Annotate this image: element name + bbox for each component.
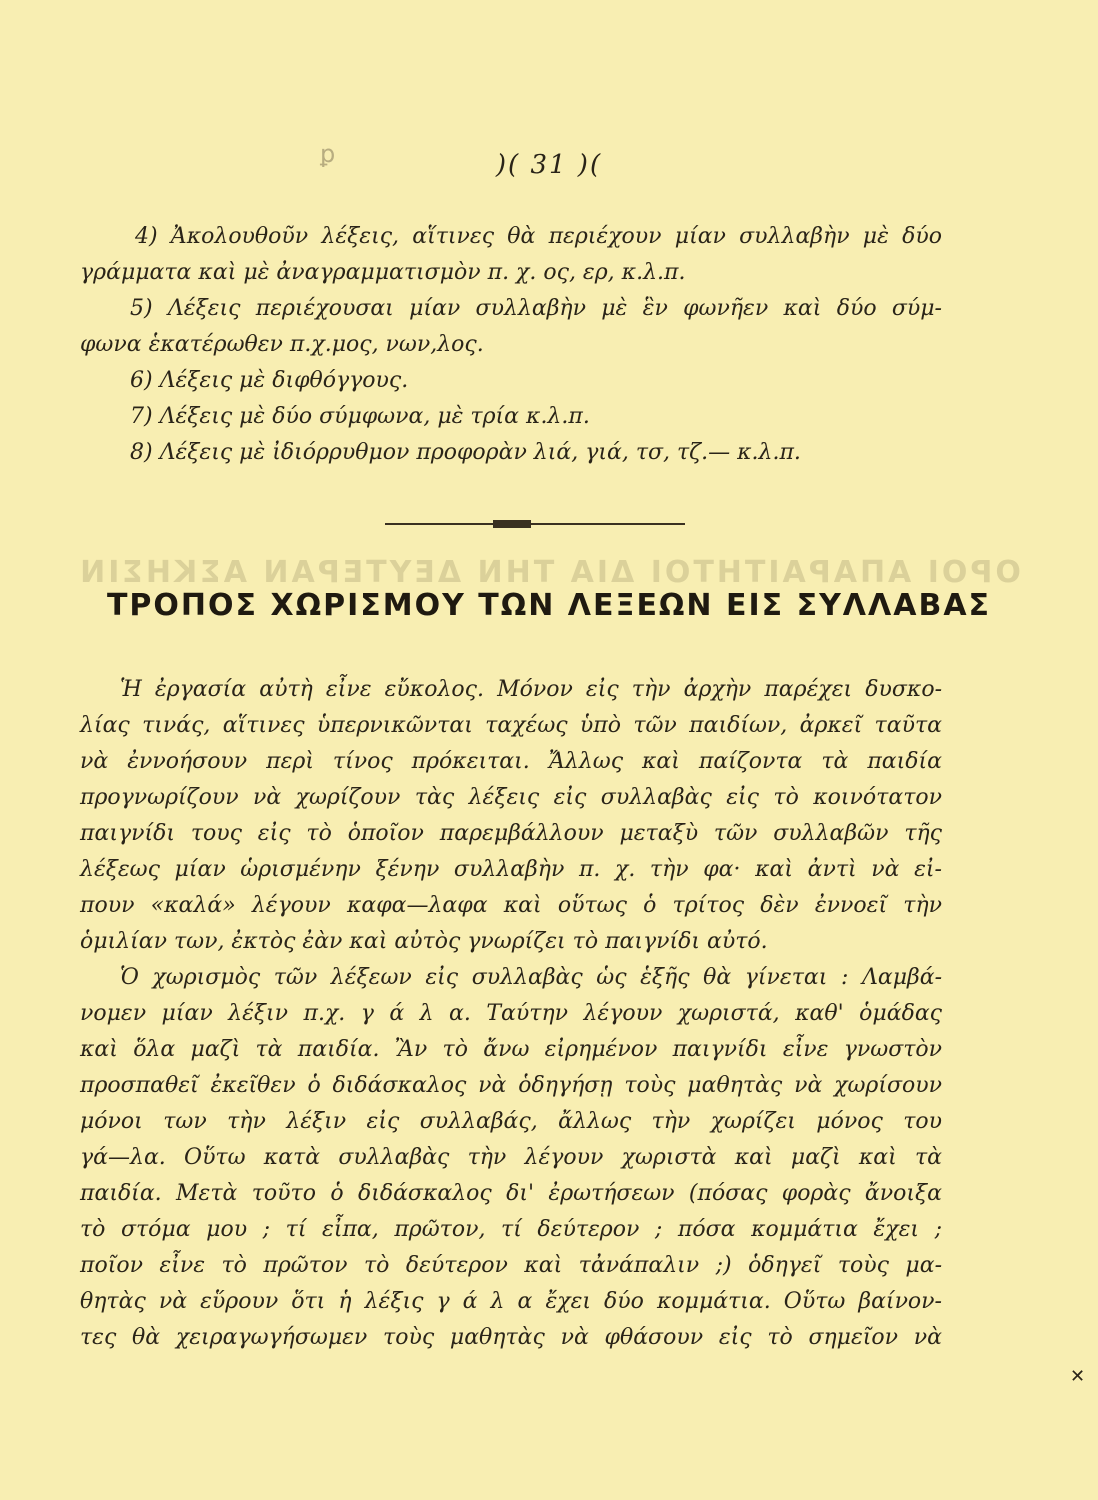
paragraph2-line: καὶ ὅλα μαζὶ τὰ παιδία. Ἂν τὸ ἄνω εἰρημένον παιγνίδι εἶνε γνωστὸν <box>80 1037 942 1062</box>
paragraph1-line: λέξεως μίαν ὡρισμένην ξένην συλλαβὴν π. χ. τὴν φα· καὶ ἀντὶ νὰ εἰ- <box>80 857 942 882</box>
paragraph1-line: λίας τινάς, αἵτινες ὑπερνικῶνται ταχέως ὑπὸ τῶν παιδίων, ἀρκεῖ ταῦτα <box>80 713 942 738</box>
section-divider <box>385 523 685 525</box>
paragraph2-line: προσπαθεῖ ἐκεῖθεν ὁ διδάσκαλος νὰ ὁδηγήσῃ τοὺς μαθητὰς νὰ χωρίσουν <box>80 1073 942 1098</box>
page-number: )( 31 )( <box>495 150 603 180</box>
list-item-5-line1: 5) Λέξεις περιέχουσαι μίαν συλλαβὴν μὲ ἓν φωνῆεν καὶ δύο σύμ- <box>130 296 942 321</box>
list-item-8: 8) Λέξεις μὲ ἰδιόρρυθμον προφορὰν λιά, γιά, τσ, τζ.— κ.λ.π. <box>130 440 801 465</box>
section-title: ΤΡΟΠΟΣ ΧΩΡΙΣΜΟΥ ΤΩΝ ΛΕΞΕΩΝ ΕΙΣ ΣΥΛΛΑΒΑΣ <box>106 588 992 623</box>
list-item-5-line2: φωνα ἑκατέρωθεν π.χ.μος, νων,λος. <box>80 332 484 357</box>
paragraph2-line: παιδία. Μετὰ τοῦτο ὁ διδάσκαλος δι' ἐρωτήσεων (πόσας φορὰς ἄνοιξα <box>80 1181 942 1206</box>
paragraph2-line: τὸ στόμα μου ; τί εἶπα, πρῶτον, τί δεύτερον ; πόσα κομμάτια ἔχει ; <box>80 1217 942 1242</box>
paragraph2-line: μόνοι των τὴν λέξιν εἰς συλλαβάς, ἄλλως τὴν χωρίζει μόνος του <box>80 1109 942 1134</box>
paragraph2-line: γά—λα. Οὕτω κατὰ συλλαβὰς τὴν λέγουν χωριστὰ καὶ μαζὶ καὶ τὰ <box>80 1145 942 1170</box>
paragraph2-line: θητὰς νὰ εὕρουν ὅτι ἡ λέξις γ ά λ α ἔχει δύο κομμάτια. Οὕτω βαίνον- <box>80 1289 942 1314</box>
paragraph1-line: ὁμιλίαν των, ἐκτὸς ἐὰν καὶ αὐτὸς γνωρίζει τὸ παιγνίδι αὐτό. <box>80 929 768 954</box>
section-divider-ornament <box>493 520 531 528</box>
stamp-mark: ꝑ <box>320 140 336 168</box>
list-item-7: 7) Λέξεις μὲ δύο σύμφωνα, μὲ τρία κ.λ.π. <box>130 404 590 429</box>
list-item-4-line2: γράμματα καὶ μὲ ἀναγραμματισμὸν π. χ. ος, ερ, κ.λ.π. <box>80 260 686 285</box>
paragraph1-line: παιγνίδι τους εἰς τὸ ὁποῖον παρεμβάλλουν μεταξὺ τῶν συλλαβῶν τῆς <box>80 821 942 846</box>
list-item-4-line1: 4) Ἀκολουθοῦν λέξεις, αἵτινες θὰ περιέχουν μίαν συλλαβὴν μὲ δύο <box>135 224 942 249</box>
paragraph1-line: προγνωρίζουν νὰ χωρίζουν τὰς λέξεις εἰς συλλαβὰς εἰς τὸ κοινότατον <box>80 785 942 810</box>
paragraph1-line: νὰ ἐννοήσουν περὶ τίνος πρόκειται. Ἄλλως καὶ παίζοντα τὰ παιδία <box>80 749 942 774</box>
paragraph1-line: Ἡ ἐργασία αὐτὴ εἶνε εὔκολος. Μόνον εἰς τὴν ἀρχὴν παρέχει δυσκο- <box>120 677 942 702</box>
list-item-6: 6) Λέξεις μὲ διφθόγγους. <box>130 368 409 393</box>
paragraph1-line: πουν «καλά» λέγουν καφα—λαφα καὶ οὕτως ὁ τρίτος δὲν ἐννοεῖ τὴν <box>80 893 942 918</box>
bleed-through-title: ΟΡΟΙ ΑΠΑΡΑΙΤΗΤΟΙ ΔΙΑ ΤΗΝ ΔΕΥΤΕΡΑΝ ΑΣΚΗΣΙΝ <box>77 555 1021 590</box>
paragraph2-line: τες θὰ χειραγωγήσωμεν τοὺς μαθητὰς νὰ φθάσουν εἰς τὸ σημεῖον νὰ <box>80 1325 942 1350</box>
margin-mark-icon: ✕ <box>1070 1366 1086 1387</box>
paragraph2-line: νομεν μίαν λέξιν π.χ. γ ά λ α. Ταύτην λέγουν χωριστά, καθ' ὁμάδας <box>80 1001 942 1026</box>
paragraph2-line: Ὁ χωρισμὸς τῶν λέξεων εἰς συλλαβὰς ὡς ἑξῆς θὰ γίνεται : Λαμβά- <box>120 965 942 990</box>
paragraph2-line: ποῖον εἶνε τὸ πρῶτον τὸ δεύτερον καὶ τἀνάπαλιν ;) ὁδηγεῖ τοὺς μα- <box>80 1253 942 1278</box>
